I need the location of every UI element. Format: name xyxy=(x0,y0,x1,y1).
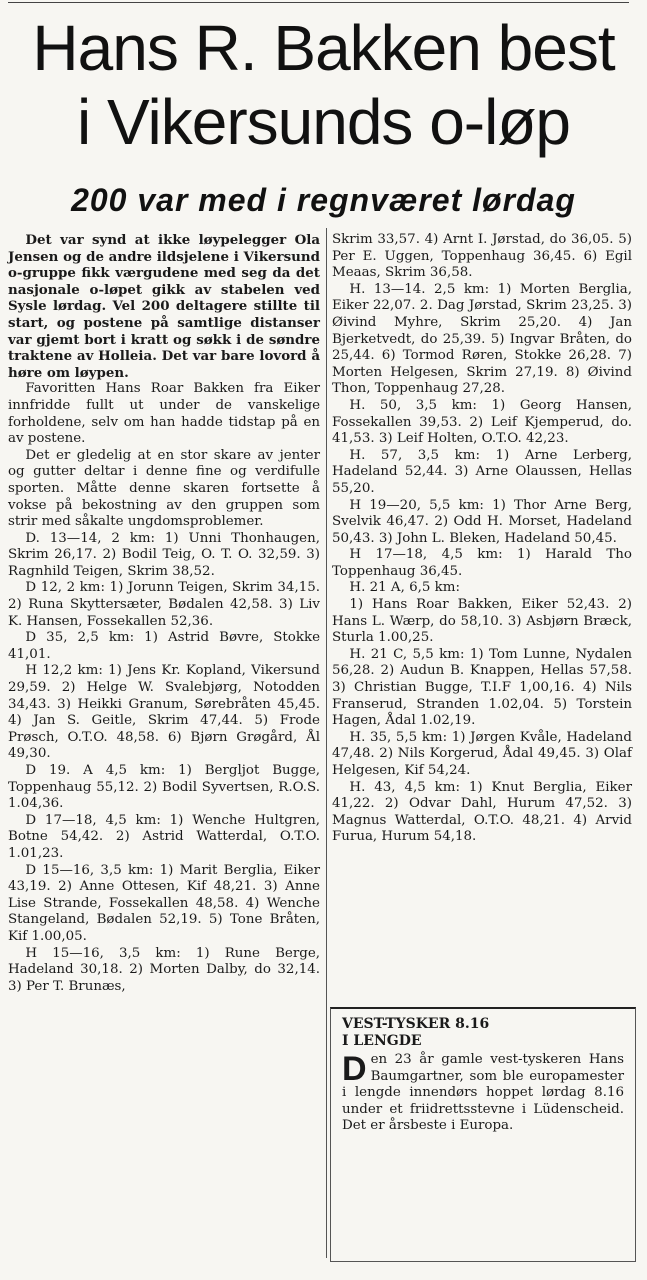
sidebar-title-line-1: VEST-TYSKER 8.16 xyxy=(342,1016,490,1032)
results-class-paragraph: D. 13—14, 2 km: 1) Unni Thonhaugen, Skrim 26,17. 2) Bodil Teig, O. T. O. 32,59. 3) Ragnhild Teigen, Skrim 38,52. xyxy=(8,530,320,579)
article-left-column xyxy=(8,232,320,995)
results-class-paragraph: H. 35, 5,5 km: 1) Jørgen Kvåle, Hadeland 47,48. 2) Nils Korgerud, Ådal 49,45. 3) Olaf Helgesen, Kif 54,24. xyxy=(332,729,632,778)
sidebar-title xyxy=(342,1016,622,1050)
article-lead-paragraph: Det var synd at ikke løypelegger Ola Jensen og de andre ildsjelene i Vikersund o-gruppe fikk værgudene med seg da det nasjonale o-løpet gikk av stabelen ved Sysle lørdag. Vel 200 deltagere stillte til start, og postene på samtlige distanser var gjemt bort i kratt og søkk i de søndre traktene av Holleia. Det var bare lovord å høre om løypen. xyxy=(8,232,320,381)
results-class-paragraph: D 15—16, 3,5 km: 1) Marit Berglia, Eiker 43,19. 2) Anne Ottesen, Kif 48,21. 3) Anne Lise Strande, Fossekallen 48,58. 4) Wenche Stangeland, Bødalen 52,19. 5) Tone Bråten, Kif 1.00,05. xyxy=(8,862,320,944)
results-class-paragraph: H. 43, 4,5 km: 1) Knut Berglia, Eiker 41,22. 2) Odvar Dahl, Hurum 47,52. 3) Magnus Watterdal, O.T.O. 48,21. 4) Arvid Furua, Hurum 54,18. xyxy=(332,779,632,845)
sidebar-body xyxy=(342,1052,624,1135)
results-class-paragraph: H 19—20, 5,5 km: 1) Thor Arne Berg, Svelvik 46,47. 2) Odd H. Morset, Hadeland 50,43. 3) John L. Bleken, Hadeland 50,45. xyxy=(332,497,632,546)
results-class-paragraph: H. 50, 3,5 km: 1) Georg Hansen, Fossekallen 39,53. 2) Leif Kjemperud, do. 41,53. 3) Leif Holten, O.T.O. 42,23. xyxy=(332,397,632,447)
results-class-paragraph: H. 57, 3,5 km: 1) Arne Lerberg, Hadeland 52,44. 3) Arne Olaussen, Hellas 55,20. xyxy=(332,447,632,496)
results-class-paragraph: H 15—16, 3,5 km: 1) Rune Berge, Hadeland 30,18. 2) Morten Dalby, do 32,14. 3) Per T. Brunæs, xyxy=(8,945,320,994)
sidebar-body-text: en 23 år gamle vest-tyskeren Hans Baumgartner, som ble europamester i lengde innendørs hoppet lørdag 8.16 under et friidrettsstevne i Lüdenscheid. Det er årsbeste i Europa. xyxy=(342,1052,624,1134)
results-class-paragraph: D 19. A 4,5 km: 1) Bergljot Bugge, Toppenhaug 55,12. 2) Bodil Syvertsen, R.O.S. 1.04,36. xyxy=(8,763,320,812)
results-class-paragraph: D 17—18, 4,5 km: 1) Wenche Hultgren, Botne 54,42. 2) Astrid Watterdal, O.T.O. 1.01,23. xyxy=(8,812,320,861)
sidebar-title-line-2: I LENGDE xyxy=(342,1033,422,1049)
sidebar-dropcap: D xyxy=(342,1050,367,1088)
results-class-paragraph: D 35, 2,5 km: 1) Astrid Bøvre, Stokke 41,01. xyxy=(8,630,320,662)
results-class-paragraph: H 17—18, 4,5 km: 1) Harald Tho Toppenhaug 36,45. xyxy=(332,547,632,579)
results-class-paragraph: D 12, 2 km: 1) Jorunn Teigen, Skrim 34,15. 2) Runa Skyttersæter, Bødalen 42,58. 3) Liv K. Hansen, Fossekallen 52,36. xyxy=(8,580,320,629)
headline-line-2: i Vikersunds o-løp xyxy=(76,86,571,158)
results-class-paragraph: H. 13—14. 2,5 km: 1) Morten Berglia, Eiker 22,07. 2. Dag Jørstad, Skrim 23,25. 3) Øivind Myhre, Skrim 25,20. 4) Jan Bjerketvedt, do 25,39. 5) Ingvar Bråten, do 25,44. 6) Tormod Røren, Stokke 26,28. 7) Morten Helgesen, Skrim 27,19. 8) Øivind Thon, Toppenhaug 27,28. xyxy=(332,281,632,397)
top-rule xyxy=(8,2,629,3)
results-class-heading: H. 21 A, 6,5 km: xyxy=(349,580,460,596)
article-paragraph: Det er gledelig at en stor skare av jenter og gutter deltar i denne fine og verdifulle sporten. Måtte denne skaren fortsette å vokse på bekostning av den gruppen som strir med såkalte ungdomsproblemer. xyxy=(8,447,320,530)
article-right-column xyxy=(332,232,632,846)
subheadline: 200 var med i regnværet lørdag xyxy=(71,182,576,218)
results-class-paragraph: H. 21 C, 5,5 km: 1) Tom Lunne, Nydalen 56,28. 2) Audun B. Knappen, Hellas 57,58. 3) Christian Bugge, T.I.F 1,00,16. 4) Nils Franserud, Stranden 1.02,04. 5) Torstein Hagen, Ådal 1.02,19. xyxy=(332,646,632,729)
headline-line-1: Hans R. Bakken best xyxy=(32,12,615,84)
results-class-paragraph: 1) Hans Roar Bakken, Eiker 52,43. 2) Hans L. Wærp, do 58,10. 3) Asbjørn Bræck, Sturla 1.00,25. xyxy=(332,597,632,646)
column-divider xyxy=(326,228,327,1258)
results-class-paragraph: H 12,2 km: 1) Jens Kr. Kopland, Vikersund 29,59. 2) Helge W. Svalebjørg, Notodden 34,43. 3) Heikki Granum, Sørebråten 45,45. 4) Jan S. Geitle, Skrim 47,44. 5) Frode Prøsch, O.T.O. 48,58. 6) Bjørn Grøgård, Ål 49,30. xyxy=(8,663,320,762)
article-paragraph: Favoritten Hans Roar Bakken fra Eiker innfridde fullt ut under de vanskelige forholdene, selv om han hadde tidstap på en av postene. xyxy=(8,381,320,447)
results-continuation: Skrim 33,57. 4) Arnt I. Jørstad, do 36,05. 5) Per E. Uggen, Toppenhaug 36,45. 6) Egil Meaas, Skrim 36,58. xyxy=(332,232,632,281)
